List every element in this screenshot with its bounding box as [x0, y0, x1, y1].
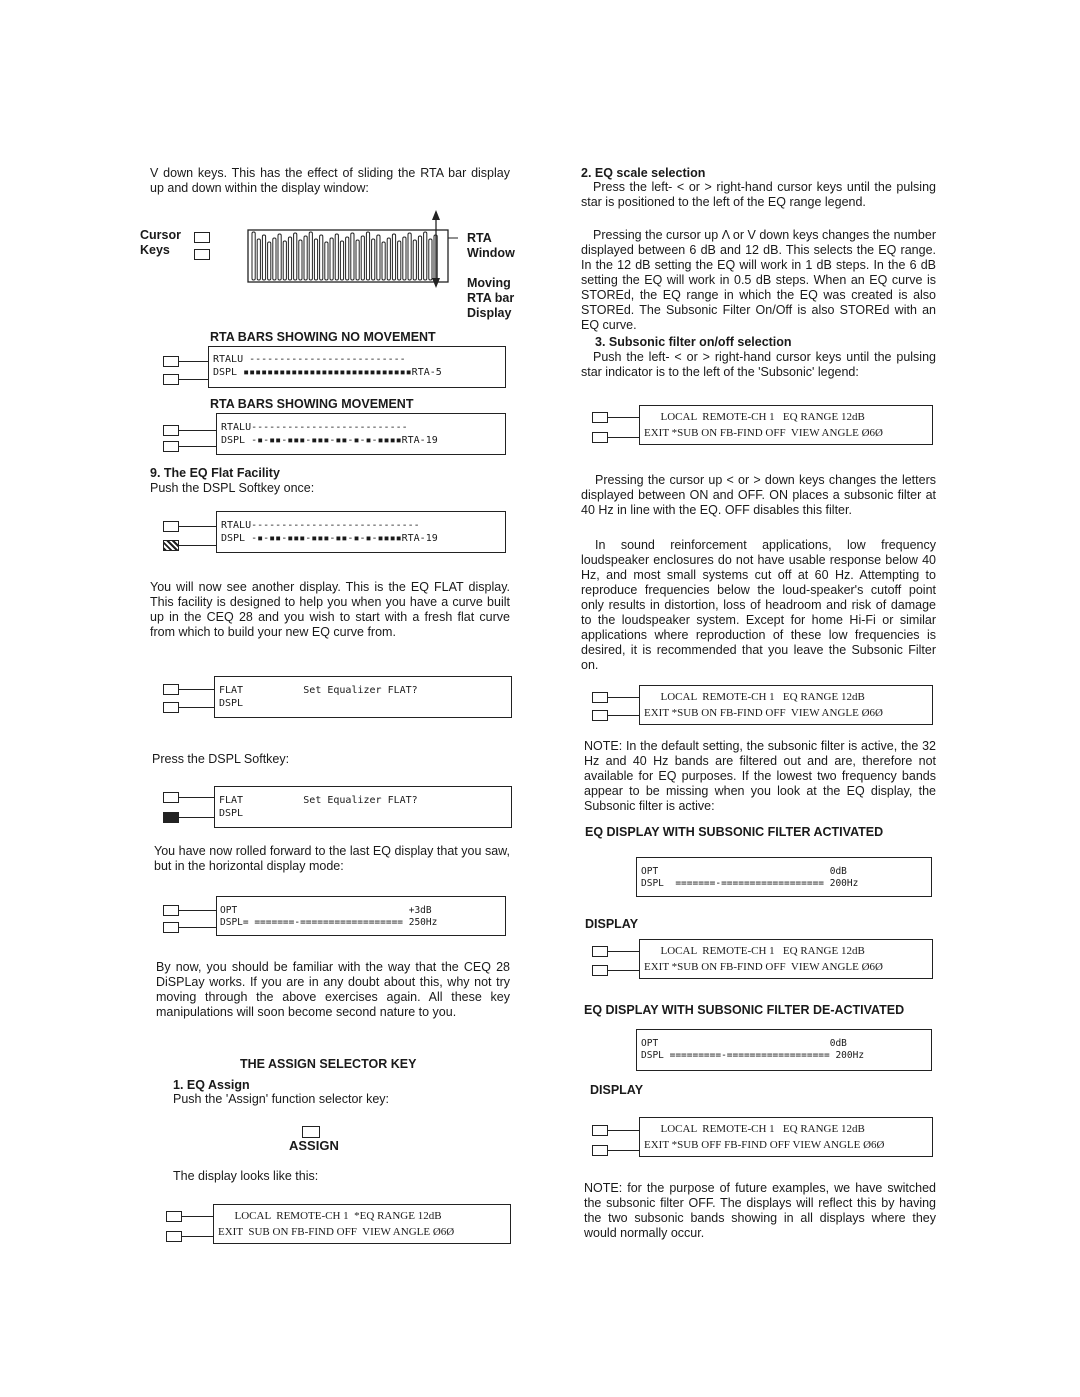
- softkey-1-icon[interactable]: [592, 692, 608, 703]
- lcd-line: DSPL -▪-▪▪-▪▪▪-▪▪▪-▪▪-▪-▪-▪▪▪▪RTA-19: [221, 435, 438, 446]
- section9-title: 9. The EQ Flat Facility: [150, 466, 280, 480]
- lcd-line: EXIT *SUB OFF FB-FIND OFF VIEW ANGLE Ø6Ø: [644, 1139, 885, 1151]
- lcd-line: OPT 0dB: [641, 1038, 847, 1049]
- lcd-set-equalizer-flat: [214, 676, 512, 718]
- softkey-2-pressed-icon[interactable]: [163, 812, 179, 823]
- note-1: NOTE: In the default setting, the subsonic filter is active, the 32 Hz and 40 Hz bands are filtered out and are, therefore not available for EQ purposes. If the lowest two frequency bands appear to be missing when you look at the EQ display, the Subsonic filter is active:: [584, 739, 936, 813]
- cursor-up-key-icon: [194, 232, 210, 243]
- lcd-line: DSPL= =======-================== 250Hz: [220, 917, 438, 928]
- s2-title: 2. EQ scale selection: [581, 166, 706, 180]
- softkey-2-icon[interactable]: [592, 965, 608, 976]
- lcd-line: RTALU----------------------------: [221, 520, 420, 531]
- deactivated-heading: EQ DISPLAY WITH SUBSONIC FILTER DE-ACTIVATED: [584, 1003, 905, 1017]
- lcd-line: RTALU--------------------------: [221, 422, 408, 433]
- s3-paragraph-1: Push the left- < or > right-hand cursor keys until the pulsing star indicator is to the left of the 'Subsonic' legend:: [581, 350, 936, 379]
- display-label-2: DISPLAY: [590, 1083, 644, 1097]
- softkey-1-icon[interactable]: [163, 521, 179, 532]
- lcd-eq-subsonic-active: [636, 857, 932, 897]
- lcd-line: EXIT *SUB ON FB-FIND OFF VIEW ANGLE Ø6Ø: [644, 961, 883, 973]
- s2-paragraph-1: Press the left- < or > right-hand cursor keys until the pulsing star is positioned to the left of the EQ range legend.: [581, 180, 936, 209]
- lcd-line: RTALU --------------------------: [213, 354, 406, 365]
- assign-label: ASSIGN: [289, 1138, 339, 1153]
- assign-key-icon[interactable]: [302, 1126, 320, 1138]
- s2-paragraph-2: Pressing the cursor up Λ or V down keys changes the number displayed between 6 dB and 12 dB. This selects the EQ range. In the 12 dB setting the EQ will work in 1 dB steps. In the 6 dB setting the EQ will work in 0.5 dB steps. When an EQ curve is STOREd, the EQ range in which the EQ was created is also STOREd. The Subsonic Filter On/Off is also STOREd with an EQ curve.: [581, 228, 936, 332]
- rolled-paragraph: You have now rolled forward to the last EQ display that you saw, but in the horizontal display mode:: [154, 844, 510, 873]
- lcd-assign-display: [213, 1204, 511, 1244]
- lcd-line: LOCAL REMOTE-CH 1 EQ RANGE 12dB: [644, 411, 865, 423]
- lcd-line: DSPL: [219, 698, 244, 709]
- lcd-subsonic-on-1: [639, 405, 933, 445]
- softkey-2-icon[interactable]: [592, 1145, 608, 1156]
- softkey-2-pressed-icon[interactable]: [163, 540, 179, 551]
- softkey-1-icon[interactable]: [592, 412, 608, 423]
- press-dspl-text: Press the DSPL Softkey:: [152, 752, 290, 766]
- s3-paragraph-2: Pressing the cursor up < or > down keys changes the letters displayed between ON and OFF. ON places a subsonic filter at 40 Hz in line with the EQ. OFF disables this filter.: [581, 473, 936, 517]
- intro-text: V down keys. This has the effect of sliding the RTA bar display up and down within the display window:: [150, 166, 510, 195]
- lcd-rta-movement: [216, 413, 506, 455]
- softkey-2-icon[interactable]: [163, 374, 179, 385]
- lcd-line: FLAT Set Equalizer FLAT?: [219, 685, 418, 696]
- rta-window-label: RTA Window: [467, 231, 515, 260]
- s3-paragraph-3: In sound reinforcement applications, low frequency loudspeaker enclosures do not have usable response below 40 Hz, and most small systems cut off at 60 Hz. Attempting to reproduce frequencies below the loud-speaker's cutoff point only results in distortion, loss of headroom and risk of damage to the loudspeaker system. Except for home Hi-Fi or similar applications where reproduction of these low frequencies is desired, it is recommended that you leave the Subsonic Filter on.: [581, 538, 936, 672]
- softkey-1-icon[interactable]: [592, 1125, 608, 1136]
- softkey-1-icon[interactable]: [163, 905, 179, 916]
- softkey-1-icon[interactable]: [163, 684, 179, 695]
- softkey-2-icon[interactable]: [163, 922, 179, 933]
- softkey-1-icon[interactable]: [163, 792, 179, 803]
- activated-heading: EQ DISPLAY WITH SUBSONIC FILTER ACTIVATED: [585, 825, 884, 839]
- cursor-keys-label: Cursor Keys: [140, 228, 181, 257]
- softkey-2-icon[interactable]: [163, 441, 179, 452]
- lcd-line: EXIT *SUB ON FB-FIND OFF VIEW ANGLE Ø6Ø: [644, 707, 883, 719]
- lcd-display-active: [639, 939, 933, 979]
- flat-paragraph: You will now see another display. This is the EQ FLAT display. This facility is designed to help you when you have a curve built up in the CEQ 28 and you wish to start with a fresh flat curve from which to build your new EQ curve from.: [150, 580, 510, 639]
- s3-title: 3. Subsonic filter on/off selection: [595, 335, 792, 349]
- lcd-line: OPT 0dB: [641, 866, 847, 877]
- lcd-line: DSPL ▪▪▪▪▪▪▪▪▪▪▪▪▪▪▪▪▪▪▪▪▪▪▪▪▪▪▪▪RTA-5: [213, 367, 442, 378]
- lcd-line: DSPL: [219, 808, 244, 819]
- assign-heading: THE ASSIGN SELECTOR KEY: [240, 1057, 417, 1071]
- softkey-1-icon[interactable]: [592, 946, 608, 957]
- lcd-line: EXIT SUB ON FB-FIND OFF VIEW ANGLE Ø6Ø: [218, 1226, 455, 1238]
- lcd-line: FLAT Set Equalizer FLAT?: [219, 795, 418, 806]
- lcd-line: LOCAL REMOTE-CH 1 *EQ RANGE 12dB: [218, 1210, 442, 1222]
- lcd-eq-horizontal: [216, 896, 506, 936]
- lcd-line: DSPL =========-================== 200Hz: [641, 1050, 865, 1061]
- eq-assign-text: Push the 'Assign' function selector key:: [173, 1092, 389, 1106]
- cursor-down-key-icon: [194, 249, 210, 260]
- lcd-eq-subsonic-deactive: [636, 1029, 932, 1071]
- familiar-paragraph: By now, you should be familiar with the way that the CEQ 28 DiSPLay works. If you are in any doubt about this, why not try moving through the above exercises again. All these key manipulations will soon become second nature to you.: [156, 960, 510, 1019]
- display-label-1: DISPLAY: [585, 917, 639, 931]
- no-movement-heading: RTA BARS SHOWING NO MOVEMENT: [210, 330, 436, 344]
- lcd-eq-flat-entry: [216, 511, 506, 553]
- softkey-2-icon[interactable]: [166, 1231, 182, 1242]
- lcd-line: LOCAL REMOTE-CH 1 EQ RANGE 12dB: [644, 945, 865, 957]
- note-2: NOTE: for the purpose of future examples, we have switched the subsonic filter OFF. The displays will reflect this by having the two subsonic bands showing in all displays where they would normally occur.: [584, 1181, 936, 1240]
- lcd-display-deactive: [639, 1117, 933, 1157]
- moving-rta-label: Moving RTA bar Display: [467, 276, 515, 320]
- softkey-2-icon[interactable]: [163, 702, 179, 713]
- lcd-subsonic-on-2: [639, 685, 933, 725]
- softkey-2-icon[interactable]: [592, 432, 608, 443]
- lcd-line: DSPL =======-================== 200Hz: [641, 878, 859, 889]
- softkey-1-icon[interactable]: [166, 1211, 182, 1222]
- display-looks-text: The display looks like this:: [173, 1169, 319, 1183]
- softkey-2-icon[interactable]: [592, 710, 608, 721]
- eq-assign-title: 1. EQ Assign: [173, 1078, 250, 1092]
- softkey-1-icon[interactable]: [163, 425, 179, 436]
- lcd-line: EXIT *SUB ON FB-FIND OFF VIEW ANGLE Ø6Ø: [644, 427, 883, 439]
- rta-window-graphic: [244, 208, 464, 288]
- lcd-set-equalizer-flat-pressed: [214, 786, 512, 828]
- lcd-line: OPT +3dB: [220, 905, 432, 916]
- lcd-line: LOCAL REMOTE-CH 1 EQ RANGE 12dB: [644, 691, 865, 703]
- section9-text: Push the DSPL Softkey once:: [150, 481, 315, 495]
- lcd-line: LOCAL REMOTE-CH 1 EQ RANGE 12dB: [644, 1123, 865, 1135]
- softkey-1-icon[interactable]: [163, 356, 179, 367]
- movement-heading: RTA BARS SHOWING MOVEMENT: [210, 397, 414, 411]
- lcd-rta-no-movement: [208, 346, 506, 388]
- lcd-line: DSPL -▪-▪▪-▪▪▪-▪▪▪-▪▪-▪-▪-▪▪▪▪RTA-19: [221, 533, 438, 544]
